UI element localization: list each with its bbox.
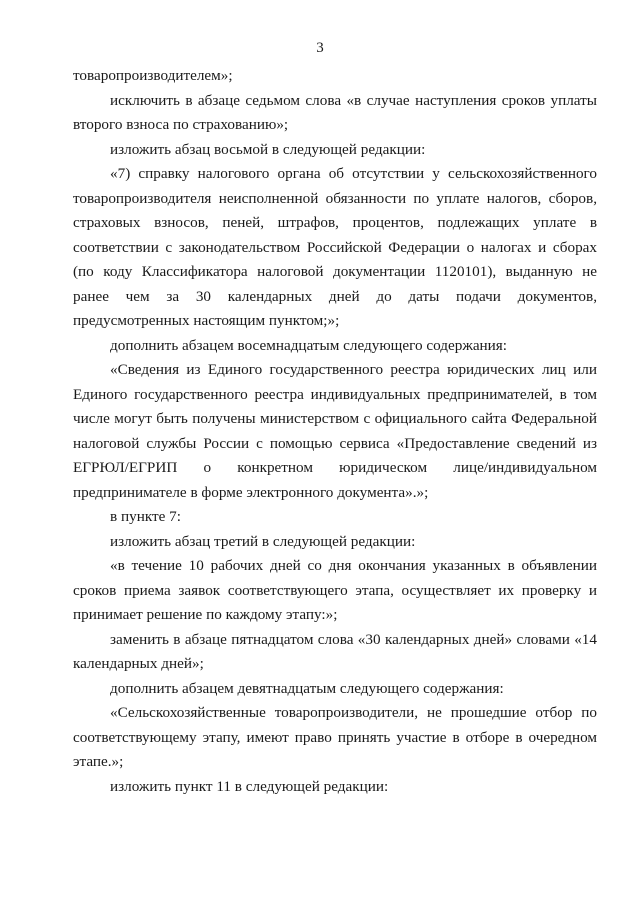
paragraph-amend-item-eleven: изложить пункт 11 в следующей редакции: xyxy=(110,777,389,795)
page-number: 3 xyxy=(316,40,324,56)
paragraph-tax-certificate: «7) справку налогового органа об отсутствии у сельскохозяйственного товаропроизводителя неисполненной обязанности по уплате налогов, сборов, страховых взносов, пеней, штрафов, процентов, подлежащих уплате в соответствии с законодательством Российской Федерации о налогах и сборах (по коду Классификатора налоговой документации 1120101), выданную не ранее чем за 30 календарных дней до даты подачи документов, предусмотренных настоящим пунктом;»; xyxy=(73,165,597,329)
paragraph-ten-working-days: «в течение 10 рабочих дней со дня окончания указанных в объявлении сроков приема заявок соответствующего этапа, осуществляет их проверку и принимает решение по каждому этапу:»; xyxy=(73,557,597,623)
paragraph-amend-third: изложить абзац третий в следующей редакции: xyxy=(110,532,416,550)
paragraph-item-seven: в пункте 7: xyxy=(110,508,181,525)
paragraph-registry-info: «Сведения из Единого государственного реестра юридических лиц или Единого государственного реестра индивидуальных предпринимателей, в том числе могут быть получены министерством с официального сайта Федеральной налоговой службы России с помощью сервиса «Предоставление сведений из ЕГРЮЛ/ЕГРИП о конкретном юридическом лице/индивидуальном предпринимателе в форме электронного документа».»; xyxy=(73,361,597,501)
paragraph-replace-words: заменить в абзаце пятнадцатом слова «30 календарных дней» словами «14 календарных дней»; xyxy=(73,630,597,672)
paragraph-amend-eighth: изложить абзац восьмой в следующей редакции: xyxy=(110,140,426,158)
document-body xyxy=(73,64,597,799)
paragraph-continuation: товаропроизводителем»; xyxy=(73,67,233,84)
paragraph-add-eighteenth: дополнить абзацем восемнадцатым следующего содержания: xyxy=(110,336,508,354)
paragraph-producers-selection: «Сельскохозяйственные товаропроизводители, не прошедшие отбор по соответствующему этапу, имеют право принять участие в отборе в очередном этапе.»; xyxy=(73,704,597,770)
paragraph-exclude-words: исключить в абзаце седьмом слова «в случае наступления сроков уплаты второго взноса по страхованию»; xyxy=(73,91,597,133)
paragraph-add-nineteenth: дополнить абзацем девятнадцатым следующего содержания: xyxy=(110,679,504,697)
